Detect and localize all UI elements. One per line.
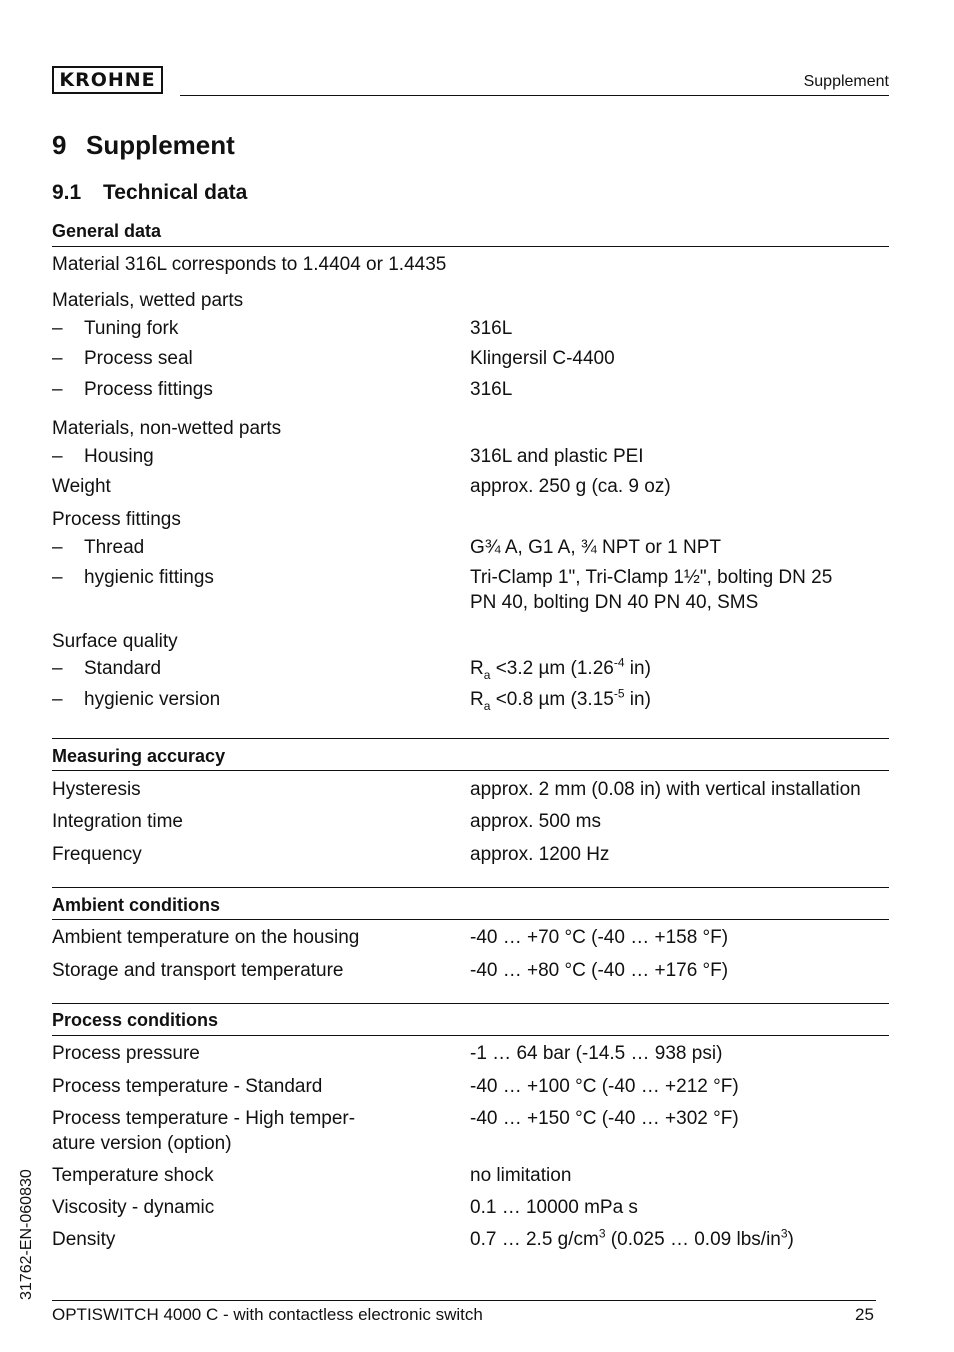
footer-product: OPTISWITCH 4000 C - with contactless electronic switch — [52, 1305, 483, 1324]
dash-marker: – — [52, 318, 63, 339]
process-fittings-material-label: Process fittings — [84, 379, 213, 400]
process-conditions-rule — [52, 1035, 889, 1036]
weight-value: approx. 250 g (ca. 9 oz) — [470, 476, 671, 497]
storage-temperature-value: -40 … +80 °C (-40 … +176 °F) — [470, 960, 729, 981]
temperature-shock-label: Temperature shock — [52, 1165, 214, 1186]
housing-temperature-label: Ambient temperature on the housing — [52, 927, 360, 948]
housing-value: 316L and plastic PEI — [470, 446, 644, 467]
frequency-value: approx. 1200 Hz — [470, 844, 610, 865]
general-data-rule — [52, 246, 889, 247]
document-code: 31762-EN-060830 — [18, 1169, 35, 1300]
surface-standard-label: Standard — [84, 658, 162, 679]
page-number: 25 — [855, 1305, 874, 1324]
roughness-exponent: -4 — [613, 655, 625, 670]
process-temp-standard-value: -40 … +100 °C (-40 … +212 °F) — [470, 1076, 739, 1097]
header-divider — [180, 95, 889, 96]
density-close: ) — [787, 1229, 794, 1250]
tuning-fork-label: Tuning fork — [84, 318, 179, 339]
process-pressure-value: -1 … 64 bar (-14.5 … 938 psi) — [470, 1043, 723, 1064]
footer-divider — [52, 1300, 876, 1301]
roughness-symbol: R — [470, 689, 484, 710]
ambient-conditions-top-rule — [52, 887, 889, 888]
viscosity-value: 0.1 … 10000 mPa s — [470, 1197, 638, 1218]
roughness-subscript: a — [483, 667, 491, 682]
dash-marker: – — [52, 567, 63, 588]
frequency-label: Frequency — [52, 844, 142, 865]
hygienic-fittings-value-line1: Tri-Clamp 1", Tri-Clamp 1½", bolting DN 25 — [470, 567, 833, 588]
integration-time-label: Integration time — [52, 811, 183, 832]
header-section-label: Supplement — [803, 73, 889, 90]
hysteresis-label: Hysteresis — [52, 779, 141, 800]
dash-marker: – — [52, 537, 63, 558]
integration-time-value: approx. 500 ms — [470, 811, 601, 832]
roughness-text: <3.2 µm (1.26 — [490, 658, 614, 679]
process-seal-value: Klingersil C-4400 — [470, 348, 615, 369]
process-temp-high-value: -40 … +150 °C (-40 … +302 °F) — [470, 1108, 739, 1129]
measuring-accuracy-top-rule — [52, 738, 889, 739]
process-seal-label: Process seal — [84, 348, 193, 369]
dash-marker: – — [52, 658, 63, 679]
dash-marker: – — [52, 446, 63, 467]
hygienic-fittings-value-line2: PN 40, bolting DN 40 PN 40, SMS — [470, 592, 759, 613]
hygienic-fittings-label: hygienic fittings — [84, 567, 214, 588]
surface-quality-label: Surface quality — [52, 631, 178, 652]
process-fittings-material-value: 316L — [470, 379, 513, 400]
surface-hygienic-label: hygienic version — [84, 689, 221, 710]
temperature-shock-value: no limitation — [470, 1165, 572, 1186]
viscosity-label: Viscosity - dynamic — [52, 1197, 215, 1218]
process-temp-standard-label: Process temperature - Standard — [52, 1076, 323, 1097]
section-title: Technical data — [103, 181, 248, 204]
process-temp-high-label-line1: Process temperature - High temper- — [52, 1108, 356, 1129]
dash-marker: – — [52, 689, 63, 710]
surface-hygienic-value — [470, 686, 651, 713]
dash-marker: – — [52, 348, 63, 369]
density-exponent: 3 — [780, 1226, 788, 1241]
density-imperial: (0.025 … 0.09 lbs/in — [605, 1229, 781, 1250]
housing-temperature-value: -40 … +70 °C (-40 … +158 °F) — [470, 927, 729, 948]
roughness-text: <0.8 µm (3.15 — [490, 689, 614, 710]
weight-label: Weight — [52, 476, 111, 497]
chapter-title: Supplement — [86, 130, 235, 160]
roughness-exponent: -5 — [613, 686, 625, 701]
chapter-heading — [52, 130, 235, 161]
roughness-subscript: a — [483, 698, 491, 713]
process-conditions-top-rule — [52, 1003, 889, 1004]
thread-label: Thread — [84, 537, 145, 558]
thread-value: G¾ A, G1 A, ¾ NPT or 1 NPT — [470, 537, 721, 558]
measuring-accuracy-rule — [52, 770, 889, 771]
general-data-title: General data — [52, 221, 162, 241]
process-pressure-label: Process pressure — [52, 1043, 200, 1064]
tuning-fork-value: 316L — [470, 318, 513, 339]
chapter-number: 9 — [52, 130, 67, 160]
wetted-parts-label: Materials, wetted parts — [52, 290, 244, 311]
storage-temperature-label: Storage and transport temperature — [52, 960, 344, 981]
ambient-conditions-title: Ambient conditions — [52, 895, 220, 915]
housing-label: Housing — [84, 446, 154, 467]
measuring-accuracy-title: Measuring accuracy — [52, 746, 226, 766]
process-temp-high-label-line2: ature version (option) — [52, 1133, 232, 1154]
process-conditions-title: Process conditions — [52, 1010, 219, 1030]
section-heading — [52, 181, 247, 205]
roughness-unit: in) — [624, 658, 651, 679]
density-metric: 0.7 … 2.5 g/cm — [470, 1229, 599, 1250]
surface-standard-value — [470, 655, 651, 682]
roughness-symbol: R — [470, 658, 484, 679]
hysteresis-value: approx. 2 mm (0.08 in) with vertical installation — [470, 779, 861, 800]
roughness-unit: in) — [624, 689, 651, 710]
density-value — [470, 1226, 794, 1251]
density-label: Density — [52, 1229, 116, 1250]
krohne-logo: KROHNE — [52, 66, 163, 94]
density-exponent: 3 — [598, 1226, 606, 1241]
dash-marker: – — [52, 379, 63, 400]
material-note: Material 316L corresponds to 1.4404 or 1.4435 — [52, 254, 447, 275]
section-number: 9.1 — [52, 181, 82, 204]
ambient-conditions-rule — [52, 919, 889, 920]
process-fittings-heading: Process fittings — [52, 509, 181, 530]
non-wetted-parts-label: Materials, non-wetted parts — [52, 418, 282, 439]
